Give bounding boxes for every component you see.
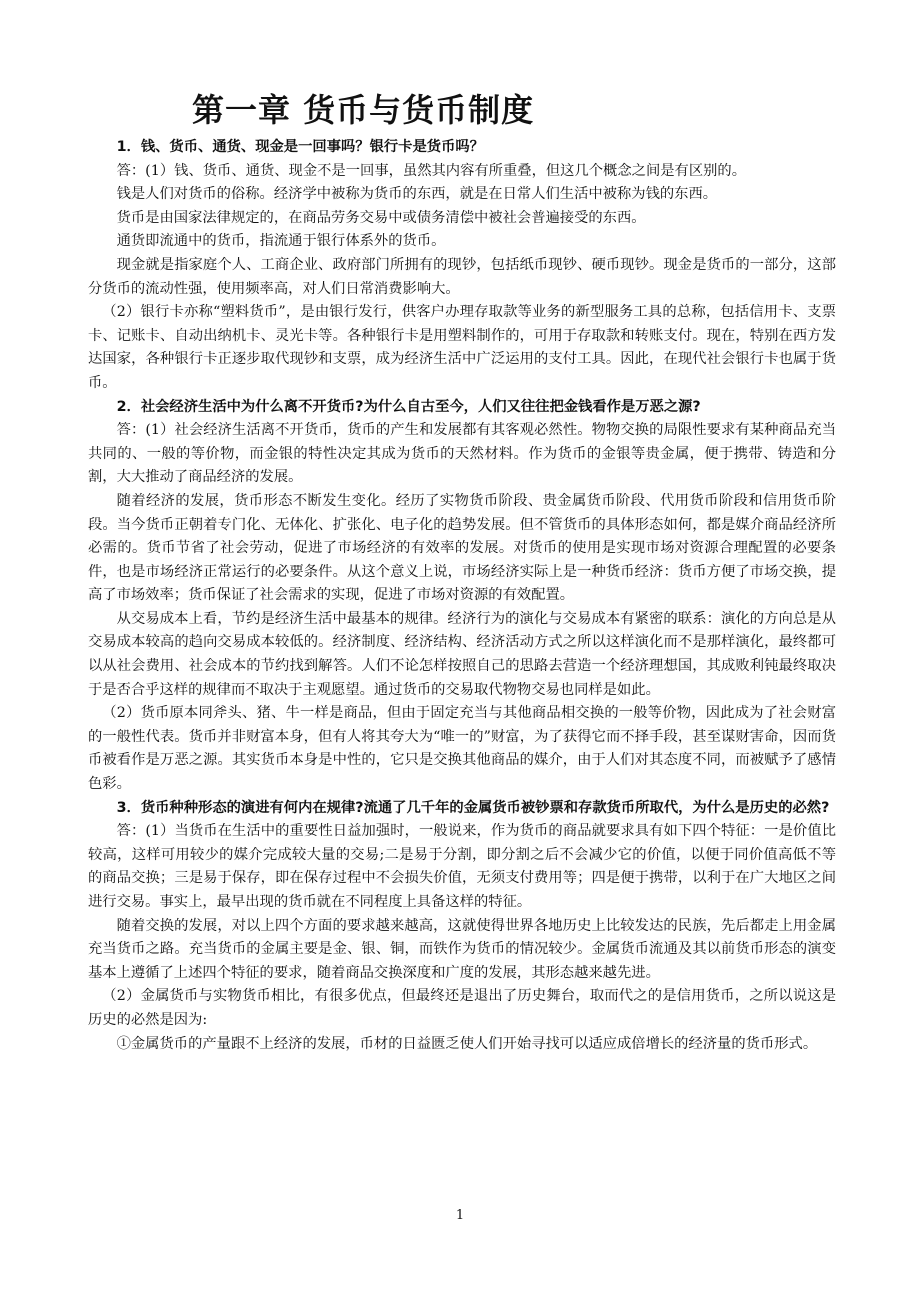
paragraph: 钱是人们对货币的俗称。经济学中被称为货币的东西，就是在日常人们生活中被称为钱的东西。 (116, 186, 718, 203)
paragraph: 货币是由国家法律规定的，在商品劳务交易中或债务清偿中被社会普遍接受的东西。 (116, 209, 646, 226)
question-heading: 3．货币种种形态的演进有何内在规律?流通了几千年的金属货币被钞票和存款货币所取代，为什么是历史的必然? (116, 799, 830, 816)
paragraph: ①金属货币的产量跟不上经济的发展，币材的日益匮乏使人们开始寻找可以适应成倍增长的经济量的货币形式。 (116, 1035, 818, 1052)
paragraph: 答：(1）当货币在生活中的重要性日益加强时，一般说来，作为货币的商品就要求具有如下四个特征：一是价值比较高，这样可用较少的媒介完成较大量的交易;二是易于分割，即分割之后不会减少它的价值，以便于同价值高低不等的商品交换；三是易于保存，即在保存过程中不会损失价值，无须支付费用等；四是便于携带，以利于在广大地区之间进行交易。事实上，最早出现的货币就在不同程度上具备这样的特征。 (88, 823, 836, 910)
paragraph: （2）银行卡亦称“塑料货币”，是由银行发行，供客户办理存取款等业务的新型服务工具的总称，包括信用卡、支票卡、记账卡、自动出纳机卡、灵光卡等。各种银行卡是用塑料制作的，可用于存取款和转账支付。现在，特别在西方发达国家，各种银行卡正逐步取代现钞和支票，成为经济生活中广泛运用的支付工具。因此，在现代社会银行卡也属于货币。 (88, 304, 836, 391)
paragraph: 答：(1）钱、货币、通货、现金不是一回事，虽然其内容有所重叠，但这几个概念之间是有区别的。 (116, 162, 747, 179)
paragraph: 答：(1）社会经济生活离不开货币，货币的产生和发展都有其客观必然性。物物交换的局限性要求有某种商品充当共同的、一般的等价物，而金银的特性决定其成为货币的天然材料。作为货币的金银等贵金属，便于携带、铸造和分割，大大推动了商品经济的发展。 (88, 422, 836, 486)
page-content (88, 88, 836, 1056)
paragraph: （2）金属货币与实物货币相比，有很多优点，但最终还是退出了历史舞台，取而代之的是信用货币，之所以说这是历史的必然是因为: (88, 988, 836, 1028)
paragraph: （2）货币原本同斧头、猪、牛一样是商品，但由于固定充当与其他商品相交换的一般等价物，因此成为了社会财富的一般性代表。货币并非财富本身，但有人将其夸大为“唯一的”财富，为了获得它而不择手段，甚至谋财害命，因而货币被看作是万恶之源。其实货币本身是中性的，它只是交换其他商品的媒介，由于人们对其态度不同，而被赋予了感情色彩。 (88, 705, 836, 793)
page-number: 1 (455, 1208, 465, 1223)
paragraph: 随着交换的发展，对以上四个方面的要求越来越高，这就使得世界各地历史上比较发达的民族，先后都走上用金属充当货币之路。充当货币的金属主要是金、银、铜，而铁作为货币的情况较少。金属货币流通及其以前货币形态的演变基本上遵循了上述四个特征的要求，随着商品交换深度和广度的发展，其形态越来越先进。 (88, 917, 836, 981)
paragraph: 随着经济的发展，货币形态不断发生变化。经历了实物货币阶段、贵金属货币阶段、代用货币阶段和信用货币阶段。当今货币正朝着专门化、无体化、扩张化、电子化的趋势发展。但不管货币的具体形态如何，都是媒介商品经济所必需的。货币节省了社会劳动，促进了市场经济的有效率的发展。对货币的使用是实现市场对资源合理配置的必要条件，也是市场经济正常运行的必要条件。从这个意义上说，市场经济实际上是一种货币经济：货币方便了市场交换，提高了市场效率；货币保证了社会需求的实现，促进了市场对资源的有效配置。 (88, 492, 836, 604)
question-heading: 1．钱、货币、通货、现金是一回事吗？银行卡是货币吗？ (116, 139, 484, 155)
paragraph-list (88, 136, 836, 1056)
paragraph: 现金就是指家庭个人、工商企业、政府部门所拥有的现钞，包括纸币现钞、硬币现钞。现金是货币的一部分，这部分货币的流动性强，使用频率高，对人们日常消费影响大。 (88, 256, 836, 297)
question-heading: 2．社会经济生活中为什么离不开货币?为什么自古至今，人们又往往把金钱看作是万恶之源? (116, 398, 701, 415)
paragraph: 通货即流通中的货币，指流通于银行体系外的货币。 (116, 233, 446, 250)
paragraph: 从交易成本上看，节约是经济生活中最基本的规律。经济行为的演化与交易成本有紧密的联系：演化的方向总是从交易成本较高的趋向交易成本较低的。经济制度、经济结构、经济活动方式之所以这样演化而不是那样演化，最终都可以从社会费用、社会成本的节约找到解答。人们不论怎样按照自己的思路去营造一个经济理想国，其成败利钝最终取决于是否合乎这样的规律而不取决于主观愿望。通过货币的交易取代物物交易也同样是如此。 (88, 610, 836, 698)
chapter-title: 第一章 货币与货币制度 (192, 91, 535, 129)
